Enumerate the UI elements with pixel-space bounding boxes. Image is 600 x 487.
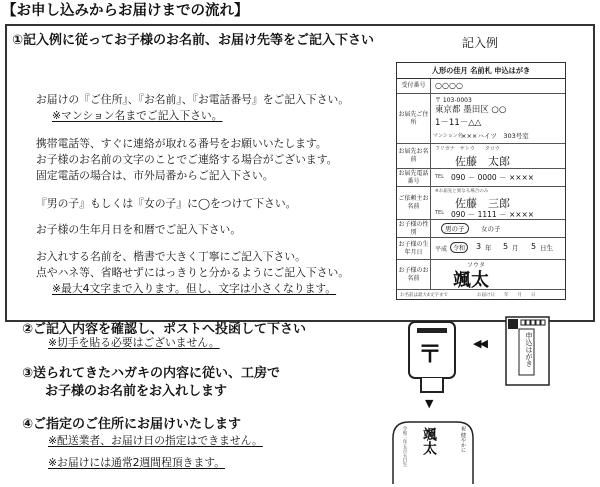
form-year-unit: 年	[485, 244, 492, 252]
form-footer-right: お届け日 年 月 日	[477, 293, 536, 298]
form-contact-phone: 090 － 1111 － ××××	[451, 210, 535, 219]
form-month: 5	[503, 242, 509, 251]
step1-para5-line2: 点やハネ等、省略せずにはっきりと分かるようにご記入下さい。	[36, 266, 350, 279]
form-row-contact	[397, 187, 565, 220]
form-receipt-value: ○○○○	[435, 81, 463, 90]
tag-small-text: 祝 健やかに	[460, 426, 466, 453]
form-name: 佐藤 太郎	[455, 155, 510, 168]
form-month-unit: 月	[512, 244, 519, 252]
form-address2: 1－11－△△	[435, 118, 482, 128]
tag-name: 颯太	[421, 427, 437, 455]
form-address3: ×××ハイツ 303号室	[461, 132, 529, 140]
step3-heading-line1: ③送られてきたハガキの内容に従い、工房で	[22, 366, 281, 381]
form-year: 3	[476, 242, 482, 251]
step1-heading: ①記入例に従ってお子様のお名前、お届け先等をご記入下さい	[12, 33, 375, 48]
form-footer-left: お名前は最大4文字まで	[400, 293, 448, 298]
postcard-text: 申込はがき	[525, 332, 533, 367]
form-gender-boy-circled: 男の子	[441, 223, 469, 234]
form-day: 5	[531, 242, 537, 251]
form-phone-prefix: TEL	[435, 174, 444, 180]
form-name-label: お届先お名前	[397, 144, 431, 168]
form-row-address	[397, 94, 565, 144]
form-row-birth	[397, 238, 565, 260]
step1-para4: お子様の生年月日を和暦でご記入下さい。	[36, 223, 242, 236]
form-birth-era-circled: 令和	[450, 242, 468, 253]
step4-heading: ④ご指定のご住所にお届けいたします	[22, 417, 242, 432]
step1-para2-line3: 固定電話の場合は、市外局番からご記入下さい。	[36, 169, 274, 182]
form-gender-label: お子様の性別	[397, 220, 431, 237]
form-child-name-label: お子様のお名前	[397, 260, 431, 289]
step1-para5-note: ※最大4文字まで入ります。但し、文字は小さくなります。	[52, 282, 337, 295]
step4-note2: ※お届けには通常2週間程頂きます。	[48, 456, 226, 469]
form-child-kana: ソウタ	[467, 262, 485, 269]
postbox-symbol: 〒	[418, 340, 442, 368]
form-title: 人形の佳月 名前札 申込はがき	[397, 63, 565, 79]
tag-bottom-text: 令和三年五月五日生	[402, 426, 407, 467]
form-address3-label: マンション名	[433, 133, 463, 139]
form-address1: 東京都 墨田区 ○○	[435, 105, 507, 115]
step1-para2-line2: お子様のお名前の文字のことでご連絡する場合がございます。	[36, 153, 338, 166]
form-postal: 〒 103-0003	[435, 97, 472, 104]
page-title: 【お申し込みからお届けまでの流れ】	[2, 3, 249, 19]
form-child-name: 颯太	[453, 270, 489, 291]
step2-heading: ②ご記入内容を確認し、ポストへ投函して下さい	[22, 322, 307, 337]
step3-heading-line2: お子様のお名前をお入れします	[45, 384, 228, 399]
form-row-name	[397, 144, 565, 169]
step1-para1: お届けの『ご住所』、『お名前』、『お電話番号』をご記入下さい。	[36, 93, 350, 106]
sample-form	[396, 62, 566, 300]
form-row-receipt	[397, 79, 565, 94]
form-contact-note: ※お届先と異なる場合のみ	[435, 189, 489, 194]
example-label: 記入例	[462, 36, 499, 50]
form-address-label: お届先ご住所	[397, 94, 431, 143]
form-name-kana: フリガナ サトウ タロウ	[435, 146, 500, 152]
form-phone-label: お届先電話番号	[397, 169, 431, 186]
form-row-child-name	[397, 260, 565, 290]
form-era: 平成	[435, 246, 448, 253]
form-receipt-label: 受付番号	[397, 79, 431, 93]
form-row-gender	[397, 220, 565, 238]
step2-note: ※切手を貼る必要はございません。	[48, 336, 220, 349]
step1-para2-line1: 携帯電話等、すぐに連絡が取れる番号をお願いいたします。	[36, 137, 327, 150]
form-phone: 090 － 0000 － ××××	[451, 173, 535, 182]
form-contact-phone-prefix: TEL	[435, 210, 444, 216]
form-birth-label: お子様の生年月日	[397, 238, 431, 259]
step4-note1: ※配送業者、お届け日の指定はできません。	[48, 434, 263, 447]
form-contact-name: 佐藤 三郎	[455, 197, 510, 210]
form-row-phone	[397, 169, 565, 187]
step1-para1-note: ※マンション名までご記入下さい。	[52, 109, 223, 122]
step1-para3: 『男の子』もしくは『女の子』に◯をつけて下さい。	[36, 197, 297, 210]
arrow-down-icon: ▼	[425, 397, 434, 410]
form-contact-label: ご依頼主お名前	[397, 187, 431, 219]
form-gender-girl: 女の子	[481, 225, 501, 233]
step1-para5-line1: お入れする名前を、楷書で大きく丁寧にご記入下さい。	[36, 250, 306, 263]
arrow-left-icon: ◀◀	[473, 337, 486, 350]
form-day-unit: 日生	[540, 244, 553, 252]
